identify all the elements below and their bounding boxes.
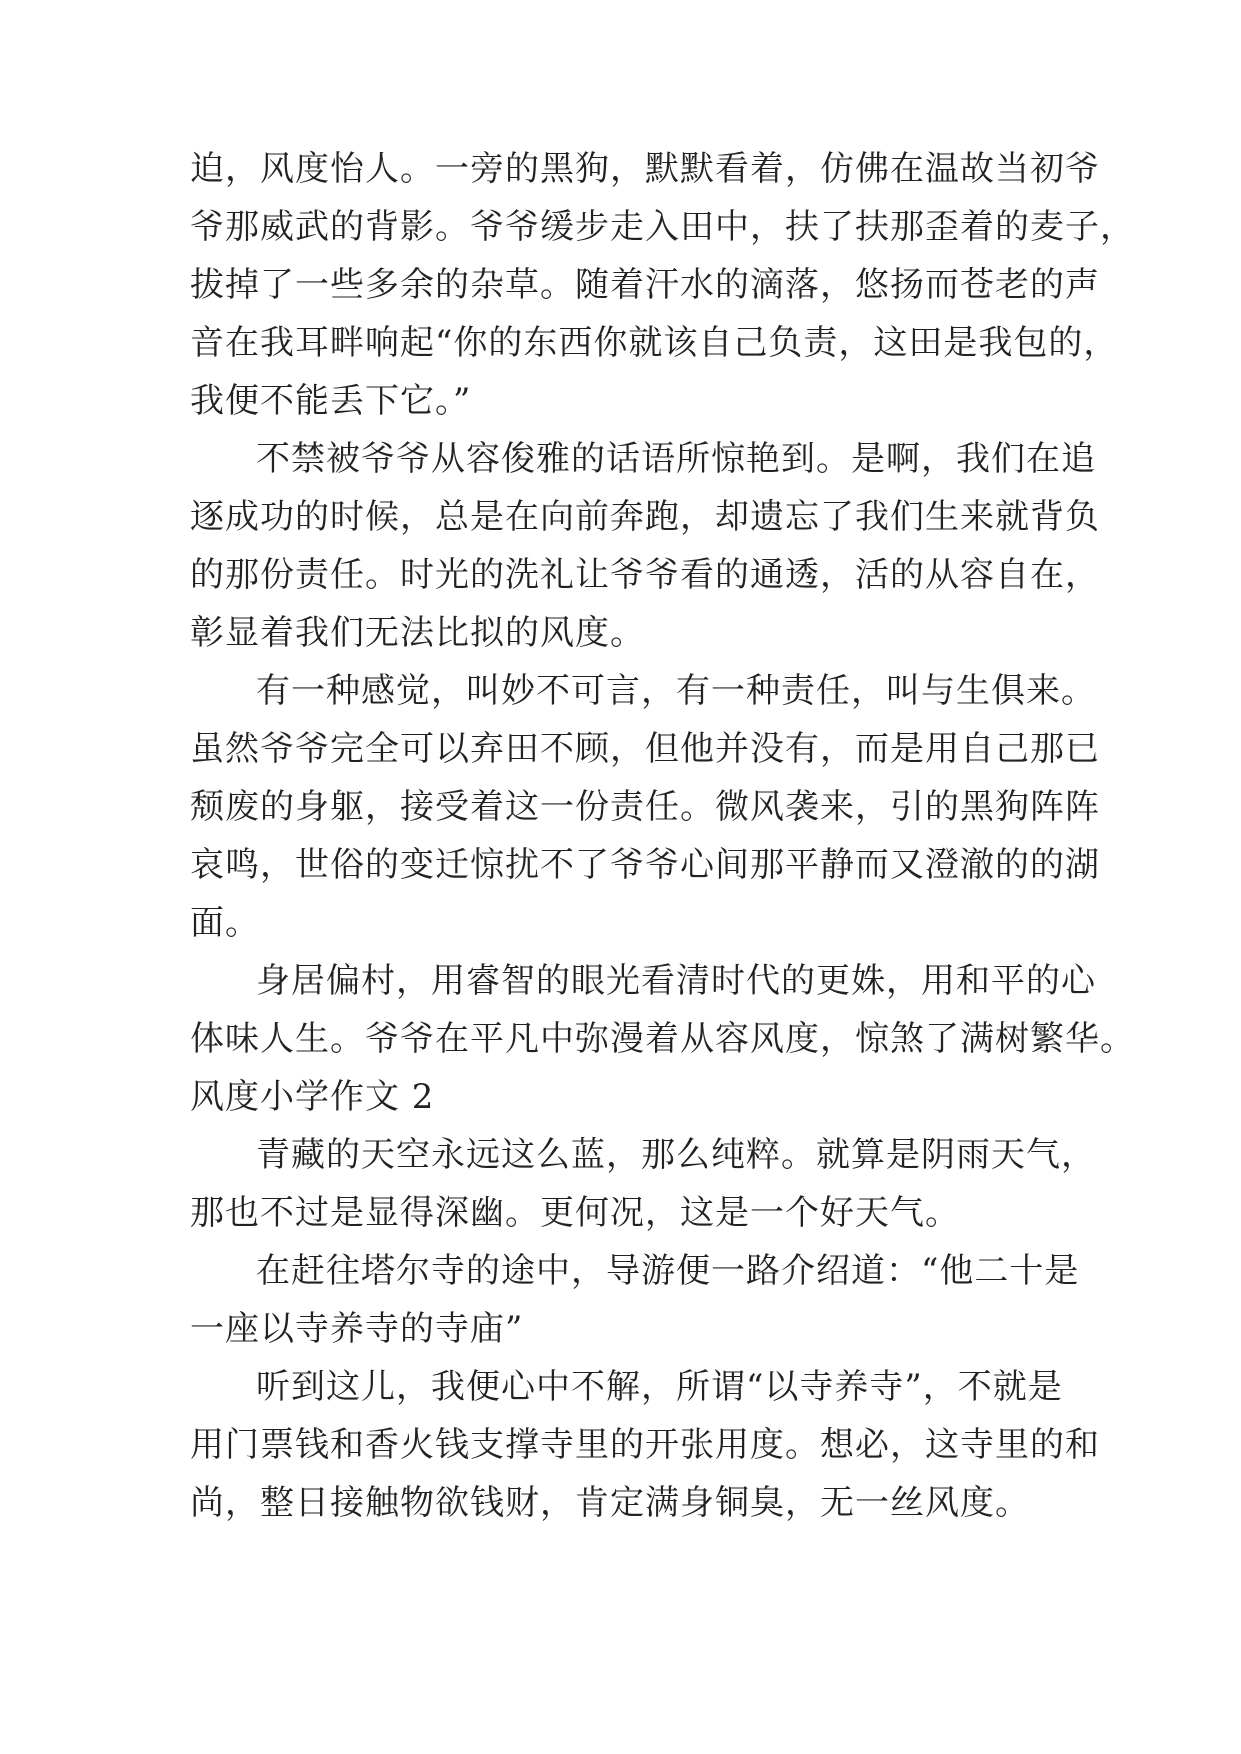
paragraph-line: 青藏的天空永远这么蓝，那么纯粹。就算是阴雨天气， bbox=[256, 1135, 1096, 1175]
paragraph bbox=[190, 1358, 1100, 1532]
paragraph-line: 的那份责任。时光的洗礼让爷爷看的通透，活的从容自在， bbox=[190, 555, 1100, 595]
paragraph-line: 逐成功的时候，总是在向前奔跑，却遗忘了我们生来就背负 bbox=[190, 497, 1100, 537]
paragraph-line: 在赶往塔尔寺的途中，导游便一路介绍道：“他二十是 bbox=[256, 1251, 1080, 1291]
paragraph-line: 不禁被爷爷从容俊雅的话语所惊艳到。是啊，我们在追 bbox=[256, 439, 1096, 479]
paragraph-line: 一座以寺养寺的寺庙” bbox=[190, 1309, 524, 1349]
paragraph-line: 体味人生。爷爷在平凡中弥漫着从容风度，惊煞了满树繁华。 bbox=[190, 1019, 1135, 1059]
paragraph bbox=[190, 1126, 1096, 1242]
paragraph-line: 颓废的身躯，接受着这一份责任。微风袭来，引的黑狗阵阵 bbox=[190, 787, 1100, 827]
paragraph bbox=[190, 140, 1135, 430]
paragraph-line: 那也不过是显得深幽。更何况，这是一个好天气。 bbox=[190, 1193, 960, 1233]
heading-text: 风度小学作文 2 bbox=[190, 1077, 435, 1117]
paragraph-line: 身居偏村，用睿智的眼光看清时代的更姝，用和平的心 bbox=[256, 961, 1096, 1001]
paragraph-line: 彰显着我们无法比拟的风度。 bbox=[190, 613, 645, 653]
paragraph-line: 有一种感觉，叫妙不可言，有一种责任，叫与生俱来。 bbox=[256, 671, 1096, 711]
section-heading bbox=[190, 1068, 1070, 1126]
paragraph-line: 我便不能丢下它。” bbox=[190, 381, 472, 421]
paragraph-line: 尚，整日接触物欲钱财，肯定满身铜臭，无一丝风度。 bbox=[190, 1483, 1030, 1523]
paragraph-line: 爷那威武的背影。爷爷缓步走入田中，扶了扶那歪着的麦子， bbox=[190, 207, 1135, 247]
paragraph-line: 听到这儿，我便心中不解，所谓“以寺养寺”，不就是 bbox=[256, 1367, 1063, 1407]
paragraph-line: 音在我耳畔响起“你的东西你就该自己负责，这田是我包的， bbox=[190, 323, 1119, 363]
paragraph-line: 用门票钱和香火钱支撑寺里的开张用度。想必，这寺里的和 bbox=[190, 1425, 1100, 1465]
document-body bbox=[190, 140, 1135, 1532]
paragraph bbox=[190, 662, 1100, 952]
paragraph-line: 面。 bbox=[190, 903, 260, 943]
paragraph bbox=[190, 1242, 1080, 1358]
paragraph-line: 拔掉了一些多余的杂草。随着汗水的滴落，悠扬而苍老的声 bbox=[190, 265, 1100, 305]
paragraph bbox=[190, 952, 1135, 1068]
paragraph-line: 哀鸣，世俗的变迁惊扰不了爷爷心间那平静而又澄澈的的湖 bbox=[190, 845, 1100, 885]
paragraph bbox=[190, 430, 1100, 662]
paragraph-line: 迫，风度怡人。一旁的黑狗，默默看着，仿佛在温故当初爷 bbox=[190, 149, 1100, 189]
paragraph-line: 虽然爷爷完全可以弃田不顾，但他并没有，而是用自己那已 bbox=[190, 729, 1100, 769]
